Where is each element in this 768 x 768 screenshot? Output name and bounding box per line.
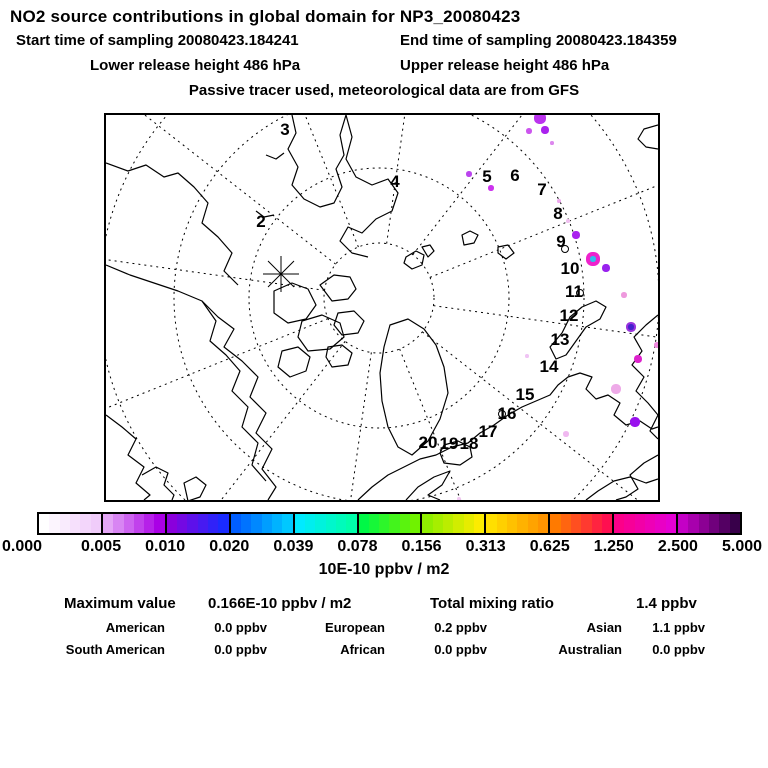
colorbar-cell [262,514,272,533]
continent-label: European [325,620,385,635]
tracer-concentration-blob [457,497,461,501]
colorbar-cell [49,514,59,533]
colorbar-cell [282,514,292,533]
colorbar-cell [422,514,432,533]
colorbar-cell [517,514,527,533]
colorbar-cell [272,514,282,533]
colorbar-cell [346,514,356,533]
coastline [106,415,150,500]
colorbar-tick-label: 0.000 [2,538,43,555]
continent-label: South American [65,642,165,657]
colorbar-tick-label: 2.500 [657,538,698,555]
trajectory-day-label: 19 [439,434,459,453]
colorbar-cell [507,514,517,533]
coastline [288,115,346,207]
colorbar-cell [305,514,315,533]
colorbar-cell [528,514,538,533]
colorbar-cell [474,514,484,533]
colorbar-cell [433,514,443,533]
latitude-circle [249,168,509,428]
tracer-concentration-blob [541,126,549,134]
colorbar-segment [612,514,676,533]
coastline [616,455,658,500]
meridian-line [106,341,345,500]
colorbar [37,512,742,535]
colorbar-segment [293,514,357,533]
colorbar-cell [80,514,90,533]
continent-value: 0.0 ppbv [214,642,267,657]
coastline [380,319,448,455]
trajectory-day-label: 15 [515,385,535,404]
colorbar-cell [144,514,154,533]
tracer-concentration-blob [534,113,546,124]
tracer-concentration-blob [630,417,640,427]
tracer-concentration-blob [611,384,621,394]
total-ratio-value: 1.4 ppbv [636,595,697,612]
continent-label: American [105,620,165,635]
tracer-concentration-blob [557,199,561,203]
colorbar-cell [295,514,305,533]
trajectory-day-label: 13 [550,330,570,349]
colorbar-cell [592,514,602,533]
colorbar-cell [251,514,261,533]
colorbar-cell [624,514,634,533]
coastline [404,245,434,269]
colorbar-cell [134,514,144,533]
colorbar-cell [379,514,389,533]
colorbar-cell [699,514,709,533]
colorbar-segment [548,514,612,533]
trajectory-day-label: 17 [478,422,498,441]
coastline [274,283,316,323]
colorbar-cell [113,514,123,533]
colorbar-cell [453,514,463,533]
colorbar-cell [315,514,325,533]
colorbar-cell [198,514,208,533]
trajectory-day-label: 3 [280,120,290,139]
colorbar-cell [443,514,453,533]
colorbar-tick-label: 0.010 [145,538,186,555]
colorbar-tick-label: 0.156 [401,538,442,555]
continent-value: 1.1 ppbv [652,620,705,635]
coastline [334,311,364,335]
trajectory-day-label: 11 [565,282,583,301]
colorbar-segment [165,514,229,533]
colorbar-tick-label: 5.000 [721,538,763,555]
colorbar-cell [39,514,49,533]
colorbar-cell [497,514,507,533]
continent-value: 0.0 ppbv [214,620,267,635]
trajectory-day-label: 5 [482,167,492,186]
colorbar-segment [39,514,101,533]
max-value: 0.166E-10 ppbv / m2 [208,595,352,612]
end-time-label: End time of sampling 20080423.184359 [400,32,677,49]
coastline [406,471,450,500]
colorbar-cell [231,514,241,533]
trajectory-day-label: 20 [418,433,438,452]
meridian-line [413,115,658,255]
colorbar-cell [709,514,719,533]
colorbar-cell [486,514,496,533]
colorbar-segment [101,514,165,533]
colorbar-cell [124,514,134,533]
colorbar-cell [688,514,698,533]
colorbar-segment [676,514,740,533]
colorbar-cell [538,514,548,533]
colorbar-segment [357,514,421,533]
colorbar-cell [60,514,70,533]
trajectory-day-label: 14 [539,357,559,376]
trajectory-day-label: 2 [256,212,266,231]
tracer-concentration-blob [590,256,596,262]
coastline [106,163,238,285]
tracer-concentration-blob [566,219,570,223]
colorbar-cell [326,514,336,533]
coastline [256,153,284,217]
colorbar-cell [177,514,187,533]
meridian-line [307,352,372,500]
colorbar-tick-label: 0.039 [273,538,314,555]
colorbar-cell [719,514,729,533]
colorbar-cell [635,514,645,533]
trajectory-day-label: 8 [553,204,563,223]
trajectory-day-label: 6 [510,166,520,185]
colorbar-cell [359,514,369,533]
colorbar-tick-label: 0.078 [337,538,378,555]
colorbar-tick-label: 0.625 [529,538,570,555]
continent-value: 0.0 ppbv [434,642,487,657]
coastline [202,301,266,481]
continent-value: 0.2 ppbv [434,620,487,635]
tracer-concentration-blob [572,231,580,239]
colorbar-cell [678,514,688,533]
page-title: NO2 source contributions in global domain for NP3_20080423 [10,7,521,26]
tracer-note: Passive tracer used, meteorological data are from GFS [188,82,580,99]
tracer-concentration-blob [621,292,627,298]
coastline [586,477,658,500]
tracer-concentration-blob [563,431,569,437]
colorbar-segment [484,514,548,533]
trajectory-day-label: 12 [559,306,579,325]
trajectory-day-label: 7 [537,180,547,199]
colorbar-cell [581,514,591,533]
trajectory-day-label: 16 [497,404,517,423]
colorbar-tick-label: 0.005 [81,538,122,555]
colorbar-cell [410,514,420,533]
colorbar-cell [645,514,655,533]
tracer-concentration-blob [466,171,472,177]
continent-label: African [340,642,385,657]
tracer-concentration-blob [602,264,610,272]
colorbar-cell [400,514,410,533]
start-time-label: Start time of sampling 20080423.184241 [16,32,299,49]
colorbar-segment [229,514,293,533]
colorbar-cell [602,514,612,533]
colorbar-cell [218,514,228,533]
coastline [142,467,206,500]
trajectory-day-label: 18 [459,434,479,453]
lower-release-label: Lower release height 486 hPa [90,57,301,74]
colorbar-cell [70,514,80,533]
meridian-line [106,319,328,493]
coastline [462,231,514,259]
colorbar-tick-label: 0.020 [209,538,250,555]
coastline [320,275,356,301]
continent-label: Australian [558,642,622,657]
tracer-concentration-blob [654,342,660,348]
coastline [106,265,276,500]
latitude-circle [174,115,584,500]
continent-label: Asian [586,620,622,635]
latitude-circle [324,243,434,353]
colorbar-cell [91,514,101,533]
colorbar-cell [187,514,197,533]
colorbar-cell [241,514,251,533]
colorbar-cell [655,514,665,533]
colorbar-cell [369,514,379,533]
colorbar-segment [420,514,484,533]
upper-release-label: Upper release height 486 hPa [400,57,610,74]
colorbar-cell [614,514,624,533]
colorbar-cell [167,514,177,533]
meridian-line [106,115,336,264]
trajectory-day-label: 10 [560,259,580,278]
colorbar-cell [208,514,218,533]
colorbar-cell [730,514,740,533]
max-value-label: Maximum value [64,595,176,612]
colorbar-cell [550,514,560,533]
colorbar-cell [561,514,571,533]
coastline [278,347,310,377]
colorbar-unit-label: 10E-10 ppbv / m2 [318,561,450,578]
tracer-concentration-blob [550,141,554,145]
tracer-concentration-blob [628,324,634,330]
trajectory-day-label: 9 [556,232,566,251]
colorbar-cell [571,514,581,533]
polar-map [104,113,660,502]
trajectory-day-label: 4 [390,172,400,191]
colorbar-tick-label: 0.313 [465,538,506,555]
tracer-concentration-blob [526,128,532,134]
colorbar-cell [154,514,164,533]
tracer-concentration-blob [634,355,642,363]
colorbar-cell [666,514,676,533]
colorbar-tick-label: 1.250 [593,538,634,555]
colorbar-cell [464,514,474,533]
coastline [638,125,658,149]
colorbar-cell [103,514,113,533]
colorbar-cell [389,514,399,533]
total-ratio-label: Total mixing ratio [430,595,554,612]
continent-value: 0.0 ppbv [652,642,705,657]
tracer-concentration-blob [525,354,529,358]
colorbar-cell [336,514,346,533]
